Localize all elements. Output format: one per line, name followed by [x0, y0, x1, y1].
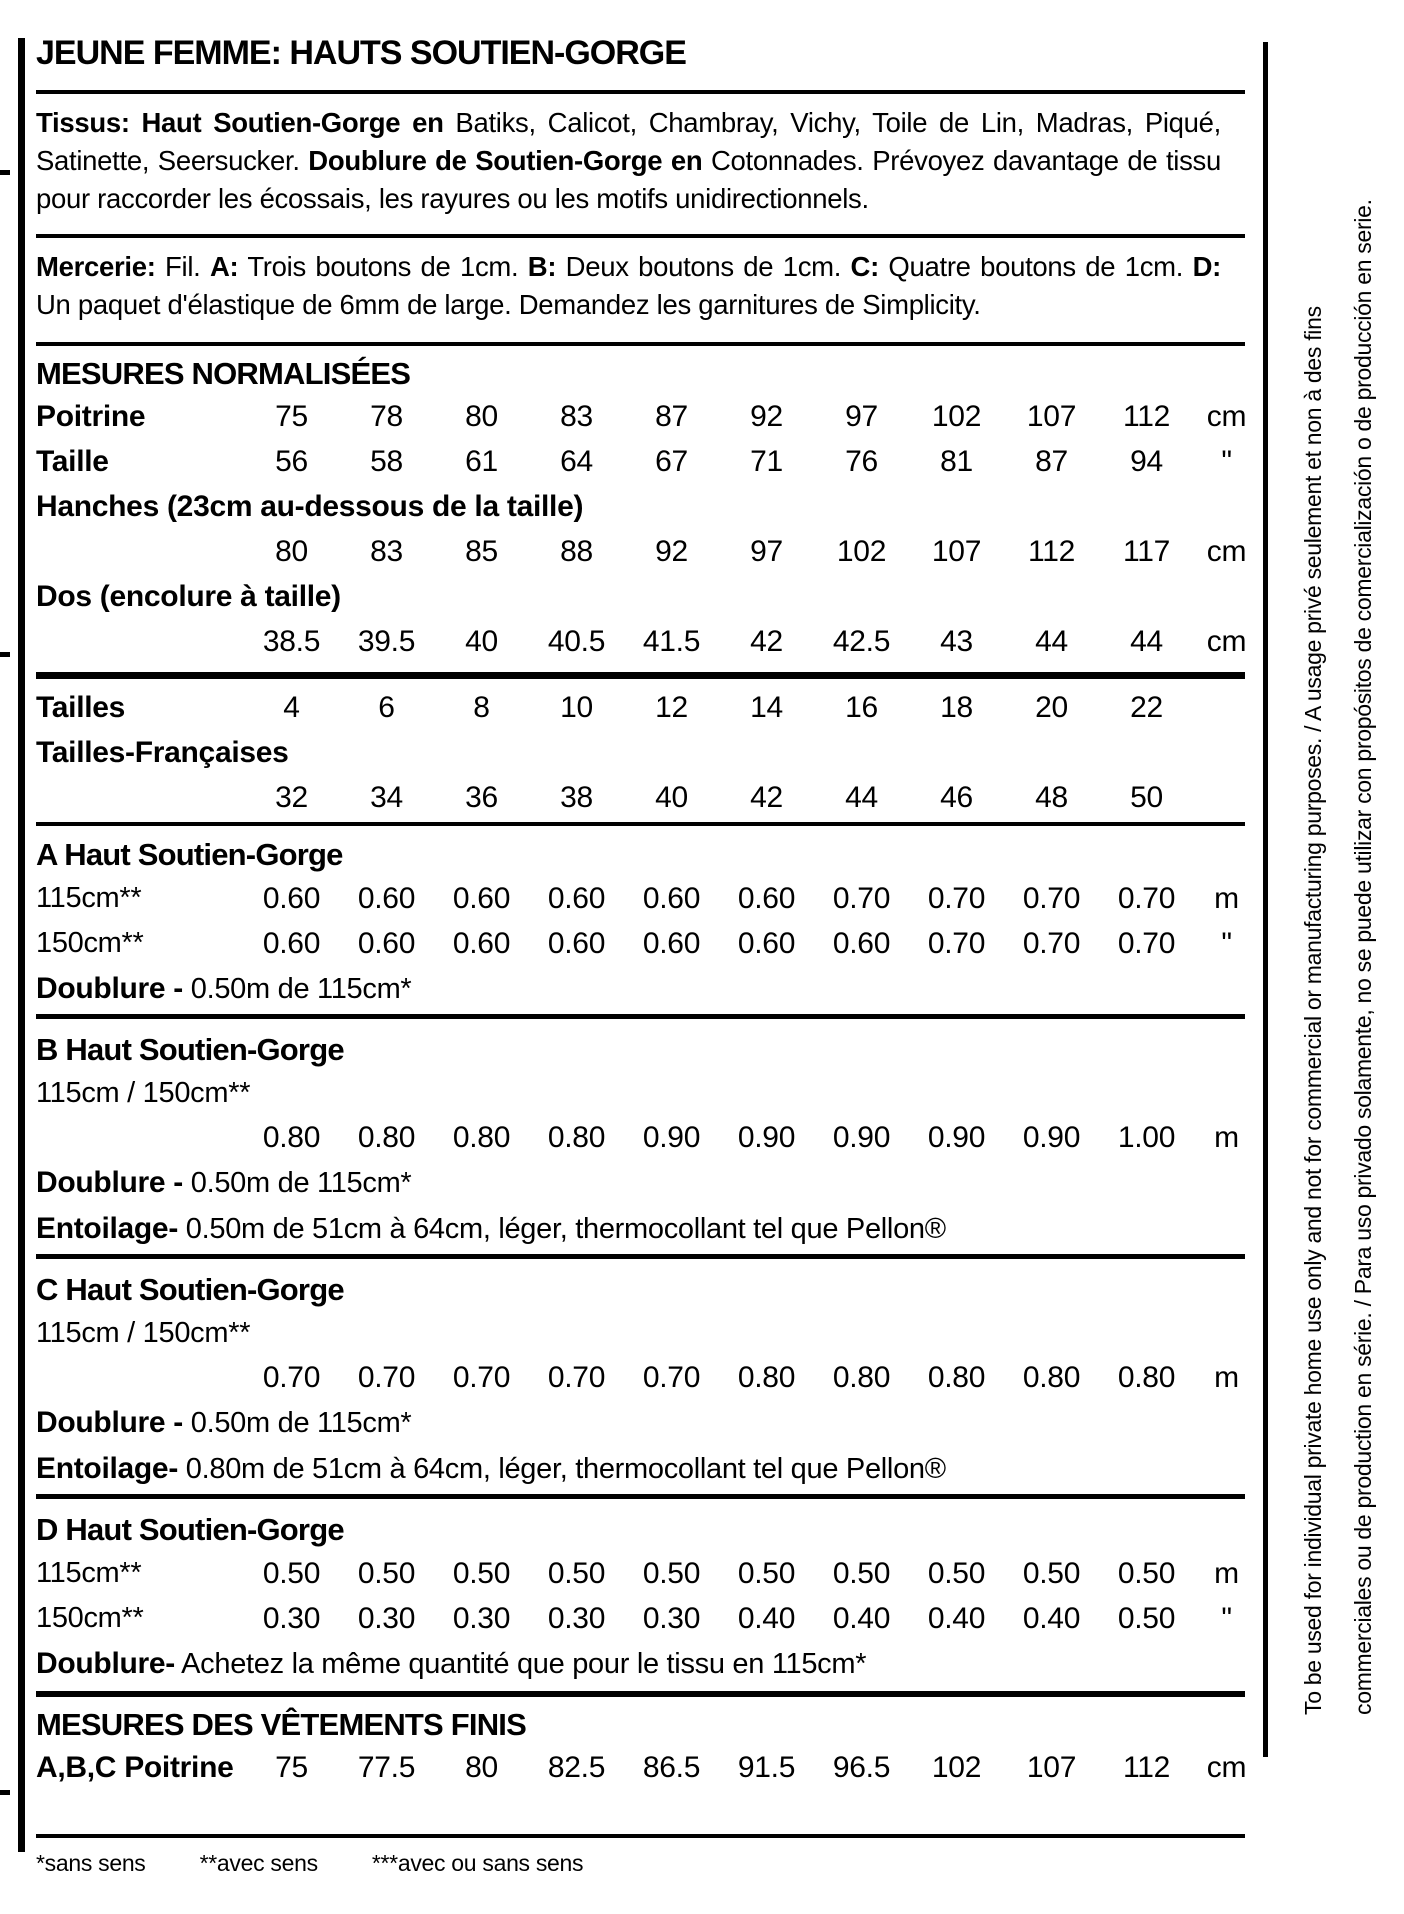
value-cell: 0.70	[1022, 882, 1081, 915]
standard-measurements-heading: MESURES NORMALISÉES	[36, 356, 411, 391]
value-cell: 80	[465, 400, 498, 433]
value-cell: 18	[940, 691, 973, 724]
divider-rule	[36, 1834, 1245, 1838]
row-label	[36, 619, 244, 664]
table-row	[36, 439, 1245, 484]
registration-tick	[0, 170, 10, 175]
finished-measurements-heading: MESURES DES VÊTEMENTS FINIS	[36, 1707, 526, 1742]
value-cell: 102	[931, 400, 982, 433]
value-cell: 12	[655, 691, 688, 724]
interfacing-note	[36, 1206, 1245, 1252]
view-a-label: A:	[209, 251, 239, 282]
value-cell: 0.60	[262, 927, 321, 960]
value-cell	[529, 574, 624, 619]
value-cell: 0.80	[1022, 1361, 1081, 1394]
value-cell: 80	[465, 1751, 498, 1784]
lining-note-label: Doublure -	[36, 1166, 183, 1199]
value-cell: 0.60	[262, 882, 321, 915]
value-cell: 43	[940, 625, 973, 658]
table-row	[36, 921, 1245, 966]
value-cell	[529, 484, 624, 529]
lining-note	[36, 966, 1245, 1012]
value-cell: 112	[1123, 1751, 1170, 1784]
value-cell: 0.70	[832, 882, 891, 915]
value-cell: 50	[1130, 781, 1163, 814]
value-cell: 44	[845, 781, 878, 814]
value-cell: 0.60	[642, 882, 701, 915]
value-cell: 42.5	[832, 625, 891, 658]
value-cell: 92	[750, 400, 783, 433]
value-cell: 42	[750, 625, 783, 658]
lining-note-label: Doublure -	[36, 972, 183, 1005]
value-cell: 0.30	[357, 1602, 416, 1635]
value-cell: 0.50	[1117, 1602, 1176, 1635]
value-cell: 56	[275, 445, 308, 478]
value-cell: 0.60	[547, 882, 606, 915]
footnote-without-nap: *sans sens	[36, 1850, 146, 1876]
lining-note-text: 0.50m de 115cm*	[190, 1407, 412, 1439]
divider-rule	[36, 234, 1245, 238]
value-cell: 0.50	[357, 1557, 416, 1590]
unit-cell: m	[1214, 882, 1239, 915]
value-cell: 107	[1026, 1751, 1077, 1784]
value-cell: 0.50	[832, 1557, 891, 1590]
table-row	[36, 1355, 1245, 1400]
table-row	[36, 685, 1245, 730]
value-cell: 0.80	[927, 1361, 986, 1394]
value-cell: 92	[655, 535, 688, 568]
value-cell: 0.40	[927, 1602, 986, 1635]
value-cell: 107	[1026, 400, 1077, 433]
view-c-text: Quatre boutons de 1cm.	[888, 251, 1184, 282]
view-b-text: Deux boutons de 1cm.	[565, 251, 842, 282]
value-cell	[1004, 484, 1099, 529]
value-cell	[529, 730, 624, 775]
value-cell: 0.90	[737, 1121, 796, 1154]
value-cell: 0.50	[1022, 1557, 1081, 1590]
view-c-label: C:	[850, 251, 879, 282]
value-cell: 67	[655, 445, 688, 478]
row-label: Poitrine	[36, 400, 146, 433]
view-a-text: Trois boutons de 1cm.	[247, 251, 519, 282]
value-cell: 44	[1035, 625, 1068, 658]
value-cell: 0.60	[832, 927, 891, 960]
value-cell: 80	[275, 535, 308, 568]
value-cell: 0.40	[1022, 1602, 1081, 1635]
value-cell: 0.80	[1117, 1361, 1176, 1394]
value-cell	[909, 730, 1004, 775]
table-row	[36, 775, 1245, 820]
value-cell: 14	[750, 691, 783, 724]
value-cell: 91.5	[737, 1751, 796, 1784]
value-cell: 112	[1123, 400, 1170, 433]
unit-cell: cm	[1206, 535, 1247, 568]
row-label: 115cm**	[36, 882, 142, 914]
value-cell: 0.70	[1117, 882, 1176, 915]
value-cell: 78	[370, 400, 403, 433]
value-cell	[244, 730, 339, 775]
value-cell	[624, 484, 719, 529]
fabrics-text-2: Cotonnades. Prévoyez davantage de tissu pour raccorder les écossais, les rayures ou les motifs unidirectionnels.	[36, 145, 1221, 214]
value-cell: 0.70	[1117, 927, 1176, 960]
section-view-c	[36, 1269, 1245, 1492]
table-row	[36, 876, 1245, 921]
lining-note	[36, 1160, 1245, 1206]
value-cell: 0.80	[547, 1121, 606, 1154]
value-cell: 1.00	[1117, 1121, 1176, 1154]
value-cell	[339, 484, 434, 529]
right-border-line	[1263, 42, 1268, 1757]
value-cell: 0.90	[1022, 1121, 1081, 1154]
unit-cell	[1194, 484, 1259, 529]
value-cell: 0.30	[262, 1602, 321, 1635]
value-cell	[624, 574, 719, 619]
value-cell: 48	[1035, 781, 1068, 814]
value-cell: 38	[560, 781, 593, 814]
value-cell: 75	[275, 400, 308, 433]
value-cell: 0.50	[452, 1557, 511, 1590]
value-cell	[909, 484, 1004, 529]
footnote-with-nap: **avec sens	[199, 1850, 318, 1876]
value-cell: 58	[370, 445, 403, 478]
value-cell	[719, 484, 814, 529]
lining-note-text: 0.50m de 115cm*	[190, 1167, 412, 1199]
section-heading: B Haut Soutien-Gorge	[36, 1032, 344, 1067]
value-cell	[1099, 730, 1194, 775]
value-cell	[1099, 484, 1194, 529]
value-cell: 86.5	[642, 1751, 701, 1784]
value-cell: 46	[940, 781, 973, 814]
left-border-line	[18, 38, 25, 1852]
value-cell: 38.5	[262, 625, 321, 658]
value-cell: 0.70	[642, 1361, 701, 1394]
value-cell	[1004, 730, 1099, 775]
value-cell: 0.70	[357, 1361, 416, 1394]
value-cell: 117	[1123, 535, 1170, 568]
value-cell: 39.5	[357, 625, 416, 658]
lining-note	[36, 1400, 1245, 1446]
value-cell: 0.50	[927, 1557, 986, 1590]
copyright-notice-line-1: To be used for individual private home use only and not for commercial or manufacturing purposes. / A usage privé seulement et non à des fins	[1300, 306, 1326, 1715]
divider-rule	[36, 1691, 1245, 1697]
value-cell: 0.70	[1022, 927, 1081, 960]
section-view-a	[36, 834, 1245, 1012]
section-view-d	[36, 1509, 1245, 1687]
table-row	[36, 1551, 1245, 1596]
value-cell: 61	[465, 445, 498, 478]
row-label: Tailles-Françaises	[36, 736, 289, 769]
value-cell: 0.60	[642, 927, 701, 960]
value-cell: 32	[275, 781, 308, 814]
value-cell: 88	[560, 535, 593, 568]
value-cell: 40	[465, 625, 498, 658]
value-cell: 0.40	[737, 1602, 796, 1635]
value-cell: 75	[275, 1751, 308, 1784]
value-cell: 87	[1035, 445, 1068, 478]
table-row	[36, 730, 1245, 775]
value-cell: 0.60	[737, 927, 796, 960]
value-cell: 40.5	[547, 625, 606, 658]
value-cell: 0.90	[832, 1121, 891, 1154]
value-cell	[339, 730, 434, 775]
value-cell: 96.5	[832, 1751, 891, 1784]
unit-cell: cm	[1206, 400, 1247, 433]
value-cell: 0.90	[642, 1121, 701, 1154]
section-heading: C Haut Soutien-Gorge	[36, 1272, 344, 1307]
value-cell: 0.80	[737, 1361, 796, 1394]
unit-cell	[1194, 685, 1259, 730]
value-cell: 83	[370, 535, 403, 568]
table-row	[36, 1745, 1245, 1790]
divider-rule	[36, 672, 1245, 679]
value-cell: 40	[655, 781, 688, 814]
value-cell: 42	[750, 781, 783, 814]
value-cell: 77.5	[357, 1751, 416, 1784]
value-cell: 0.60	[547, 927, 606, 960]
notions-label: Mercerie:	[36, 251, 156, 282]
lining-note-label: Doublure-	[36, 1647, 175, 1680]
view-d-text: Un paquet d'élastique de 6mm de large. Demandez les garnitures de Simplicity.	[36, 289, 981, 320]
value-cell: 102	[931, 1751, 982, 1784]
value-cell: 0.90	[927, 1121, 986, 1154]
row-label: A,B,C Poitrine	[36, 1751, 234, 1784]
value-cell	[1004, 574, 1099, 619]
value-cell: 0.70	[262, 1361, 321, 1394]
row-label	[36, 1115, 244, 1160]
lining-note-label: Doublure -	[36, 1406, 183, 1439]
footnote-with-or-without-nap: ***avec ou sans sens	[371, 1850, 584, 1876]
value-cell: 8	[473, 691, 490, 724]
value-cell: 0.80	[357, 1121, 416, 1154]
value-cell	[814, 484, 909, 529]
fabrics-label: Tissus:	[36, 107, 130, 138]
fabric-width-label: 115cm / 150cm**	[36, 1317, 251, 1349]
unit-cell: m	[1214, 1121, 1239, 1154]
row-label	[36, 775, 244, 820]
value-cell: 0.30	[642, 1602, 701, 1635]
value-cell: 87	[655, 400, 688, 433]
value-cell: 0.30	[547, 1602, 606, 1635]
value-cell: 0.60	[357, 927, 416, 960]
value-cell: 16	[845, 691, 878, 724]
value-cell: 112	[1028, 535, 1075, 568]
value-cell: 0.60	[357, 882, 416, 915]
copyright-notice-line-2: commerciales ou de production en série. / Para uso privado solamente, no se puede utilizar con propósitos de comercialización o de producción en serie.	[1350, 199, 1376, 1715]
value-cell: 0.50	[1117, 1557, 1176, 1590]
unit-cell: cm	[1206, 1751, 1247, 1784]
registration-tick	[0, 652, 10, 657]
value-cell: 4	[283, 691, 300, 724]
table-row	[36, 574, 1245, 619]
table-row	[36, 619, 1245, 664]
lining-note-text: Achetez la même quantité que pour le tissu en 115cm*	[181, 1648, 867, 1680]
value-cell	[719, 730, 814, 775]
value-cell	[434, 574, 529, 619]
value-cell: 97	[750, 535, 783, 568]
row-label: Dos (encolure à taille)	[36, 580, 341, 613]
table-row	[36, 394, 1245, 439]
value-cell: 0.60	[452, 927, 511, 960]
interfacing-note-label: Entoilage-	[36, 1212, 179, 1245]
value-cell	[814, 574, 909, 619]
value-cell	[244, 484, 339, 529]
value-cell: 20	[1035, 691, 1068, 724]
unit-cell: "	[1221, 1602, 1232, 1635]
value-cell: 76	[845, 445, 878, 478]
value-cell: 34	[370, 781, 403, 814]
value-cell: 97	[845, 400, 878, 433]
interfacing-note	[36, 1446, 1245, 1492]
footnotes	[36, 1848, 1245, 1878]
fabrics-bold-2: Doublure de Soutien-Gorge en	[308, 145, 703, 176]
value-cell	[434, 730, 529, 775]
lining-note	[36, 1641, 1245, 1687]
value-cell	[434, 484, 529, 529]
value-cell: 0.50	[262, 1557, 321, 1590]
value-cell: 36	[465, 781, 498, 814]
main-content-column	[36, 0, 1245, 1878]
value-cell: 0.80	[452, 1121, 511, 1154]
value-cell: 82.5	[547, 1751, 606, 1784]
value-cell: 0.30	[452, 1602, 511, 1635]
divider-rule	[36, 90, 1245, 94]
table-row	[36, 484, 1245, 529]
value-cell: 0.70	[547, 1361, 606, 1394]
lining-note-text: 0.50m de 115cm*	[190, 973, 412, 1005]
fabrics-text-1: Batiks, Calicot, Chambray, Vichy, Toile de Lin, Madras, Piqué, Satinette, Seersucker.	[36, 107, 1221, 176]
value-cell: 0.50	[547, 1557, 606, 1590]
registration-tick	[0, 1790, 10, 1795]
value-cell	[909, 574, 1004, 619]
interfacing-note-label: Entoilage-	[36, 1452, 179, 1485]
value-cell: 94	[1130, 445, 1163, 478]
row-label: 150cm**	[36, 1602, 144, 1634]
table-row	[36, 1115, 1245, 1160]
value-cell: 0.70	[927, 927, 986, 960]
value-cell	[814, 730, 909, 775]
value-cell: 102	[836, 535, 887, 568]
value-cell	[244, 574, 339, 619]
divider-rule	[36, 1014, 1245, 1019]
divider-rule	[36, 1494, 1245, 1499]
notions-text-0: Fil.	[165, 251, 201, 282]
view-b-label: B:	[527, 251, 557, 282]
row-label: 115cm**	[36, 1557, 142, 1589]
value-cell: 0.70	[927, 882, 986, 915]
unit-cell: cm	[1206, 625, 1247, 658]
row-label: Tailles	[36, 691, 126, 724]
value-cell: 6	[378, 691, 395, 724]
value-cell: 41.5	[642, 625, 701, 658]
value-cell: 64	[560, 445, 593, 478]
fabrics-paragraph	[36, 104, 1221, 218]
divider-rule	[36, 822, 1245, 826]
interfacing-note-text: 0.50m de 51cm à 64cm, léger, thermocollant tel que Pellon®	[185, 1213, 946, 1245]
interfacing-note-text: 0.80m de 51cm à 64cm, léger, thermocollant tel que Pellon®	[185, 1453, 946, 1485]
page-title: JEUNE FEMME: HAUTS SOUTIEN-GORGE	[36, 34, 686, 72]
divider-rule	[36, 342, 1245, 346]
unit-cell: m	[1214, 1557, 1239, 1590]
value-cell: 0.40	[832, 1602, 891, 1635]
copyright-notice-vertical	[1288, 25, 1388, 1715]
row-label	[36, 1355, 244, 1400]
value-cell	[1099, 574, 1194, 619]
unit-cell	[1194, 574, 1259, 619]
value-cell: 0.50	[737, 1557, 796, 1590]
row-label	[36, 529, 244, 574]
table-row	[36, 529, 1245, 574]
value-cell: 44	[1130, 625, 1163, 658]
value-cell	[719, 574, 814, 619]
value-cell	[339, 574, 434, 619]
fabrics-bold-1: Haut Soutien-Gorge en	[141, 107, 444, 138]
row-label: 150cm**	[36, 927, 144, 959]
section-heading: A Haut Soutien-Gorge	[36, 837, 343, 872]
value-cell: 22	[1130, 691, 1163, 724]
unit-cell	[1194, 775, 1259, 820]
value-cell: 10	[560, 691, 593, 724]
table-row	[36, 1596, 1245, 1641]
value-cell: 0.60	[737, 882, 796, 915]
value-cell: 85	[465, 535, 498, 568]
row-label: Hanches (23cm au-dessous de la taille)	[36, 490, 584, 523]
fabric-width-label: 115cm / 150cm**	[36, 1077, 251, 1109]
notions-paragraph	[36, 248, 1221, 324]
value-cell: 81	[940, 445, 973, 478]
unit-cell: "	[1221, 445, 1232, 478]
unit-cell	[1194, 730, 1259, 775]
section-heading: D Haut Soutien-Gorge	[36, 1512, 344, 1547]
value-cell: 0.50	[642, 1557, 701, 1590]
unit-cell: "	[1221, 927, 1232, 960]
value-cell: 0.60	[452, 882, 511, 915]
value-cell: 0.80	[832, 1361, 891, 1394]
unit-cell: m	[1214, 1361, 1239, 1394]
value-cell: 0.80	[262, 1121, 321, 1154]
section-view-b	[36, 1029, 1245, 1252]
divider-rule	[36, 1254, 1245, 1259]
value-cell: 71	[750, 445, 783, 478]
row-label: Taille	[36, 445, 109, 478]
view-d-label: D:	[1192, 251, 1221, 282]
value-cell	[624, 730, 719, 775]
value-cell: 0.70	[452, 1361, 511, 1394]
value-cell: 107	[931, 535, 982, 568]
value-cell: 83	[560, 400, 593, 433]
